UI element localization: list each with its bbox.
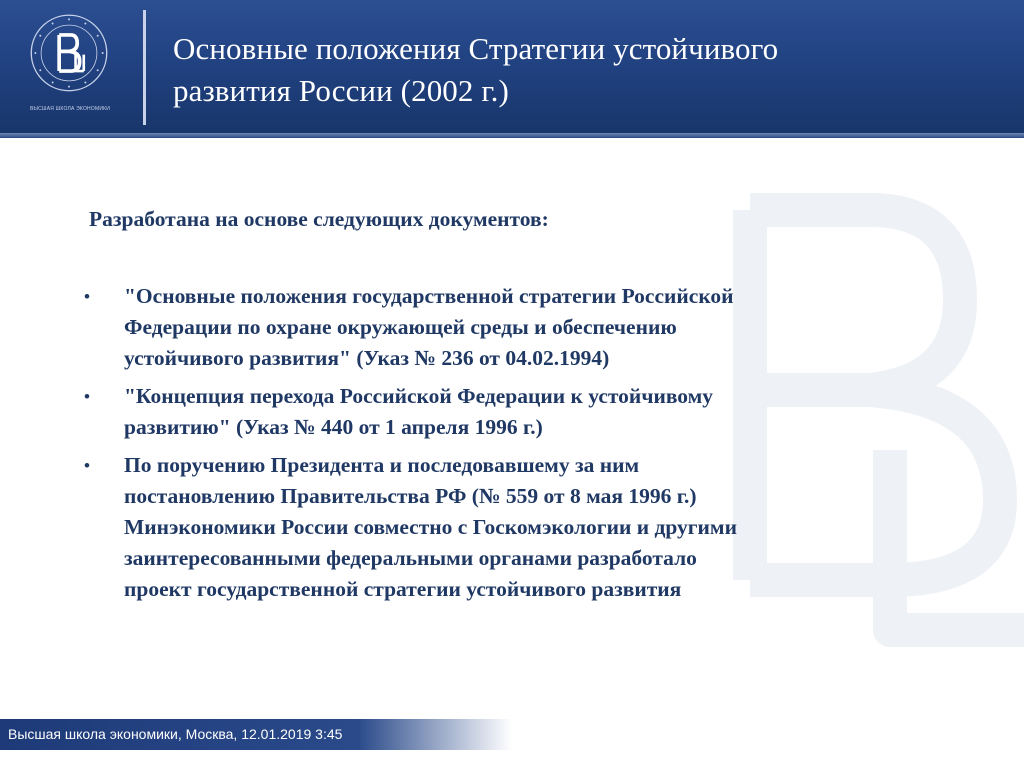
page-title <box>173 28 993 112</box>
bullet-line: "Концепция перехода Российской Федерации к устойчивому <box>124 384 714 408</box>
slide-header <box>0 0 1024 138</box>
bullet-icon: • <box>84 456 90 475</box>
footer-text: Высшая школа экономики, Москва, 12.01.2019 3:45 <box>8 726 343 742</box>
list-item <box>84 281 964 374</box>
hse-emblem-icon <box>28 12 110 94</box>
title-line: Основные положения Стратегии устойчивого <box>173 31 779 66</box>
bullet-line: развитию" (Указ № 440 от 1 апреля 1996 г.) <box>124 415 543 439</box>
title-line: развития России (2002 г.) <box>173 73 509 108</box>
intro-text: Разработана на основе следующих документов: <box>89 207 549 231</box>
bullet-line: Федерации по охране окружающей среды и обеспечению <box>124 315 677 339</box>
bullet-line: проект государственной стратегии устойчивого развития <box>124 577 682 601</box>
slide-content <box>84 205 964 612</box>
bullet-icon: • <box>84 287 90 306</box>
bullet-line: "Основные положения государственной стратегии Российской <box>124 284 734 308</box>
header-divider <box>143 10 146 125</box>
bullet-line: постановлению Правительства РФ (№ 559 от 8 мая 1996 г.) <box>124 484 697 508</box>
document-list <box>84 281 964 605</box>
bullet-line: По поручению Президента и последовавшему за ним <box>124 453 640 477</box>
bullet-icon: • <box>84 387 90 406</box>
bullet-line: устойчивого развития" (Указ № 236 от 04.02.1994) <box>124 346 610 370</box>
logo-caption: ВЫСШАЯ ШКОЛА ЭКОНОМИКИ <box>29 106 111 112</box>
list-item <box>84 381 964 443</box>
hse-logo <box>18 10 122 122</box>
slide-footer <box>0 719 512 750</box>
bullet-line: Минэкономики России совместно с Госкомэкологии и другими <box>124 515 737 539</box>
bullet-line: заинтересованными федеральными органами разработало <box>124 546 697 570</box>
list-item <box>84 450 964 605</box>
